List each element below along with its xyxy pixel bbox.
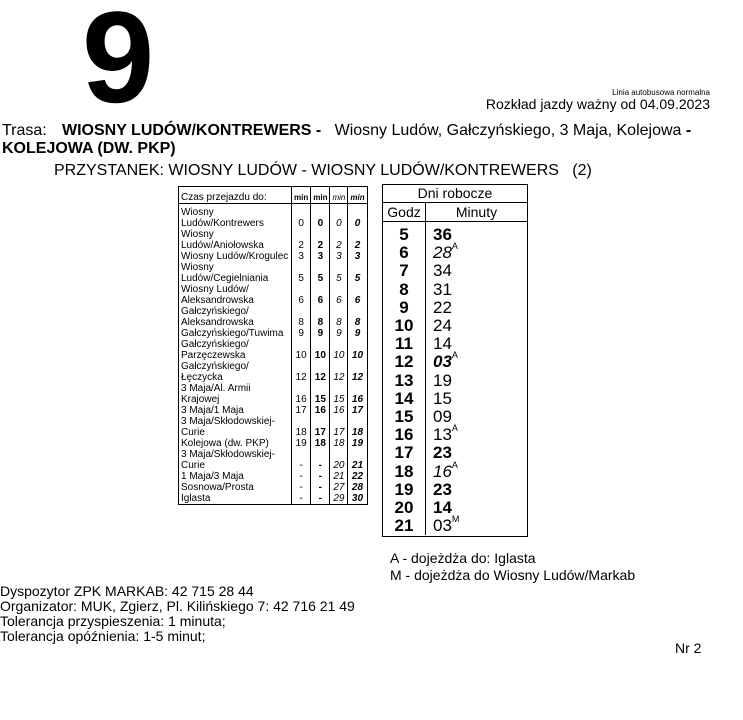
travel-time-value: 6	[348, 284, 367, 306]
travel-time-value: 0	[348, 204, 367, 230]
travel-time-value: 30	[348, 493, 367, 504]
departure-minute	[433, 298, 452, 318]
route-description	[2, 122, 722, 158]
hour-cell: 14	[394, 388, 414, 408]
timetable-title: Dni robocze	[383, 185, 527, 203]
col-label: min	[311, 187, 330, 204]
travel-time-row	[179, 262, 367, 284]
departure-minute	[433, 316, 452, 336]
timetable-row	[383, 516, 527, 534]
travel-time-value: 19	[292, 438, 311, 449]
travel-time-value: 22	[348, 471, 367, 482]
travel-time-row	[179, 449, 367, 471]
timetable-row	[383, 459, 527, 481]
departure-minute	[433, 352, 458, 372]
departure-minute	[433, 443, 452, 463]
timetable-row	[383, 425, 527, 443]
minute-value: 23	[433, 479, 452, 499]
footnote-mark: A	[451, 459, 458, 470]
travel-time-value: 5	[292, 262, 311, 284]
travel-time-value: 9	[348, 328, 367, 339]
travel-stop-name: Gałczyńskiego/Tuwima	[181, 328, 284, 339]
travel-time-value: 0	[292, 204, 311, 230]
stop-number: (2)	[572, 162, 592, 179]
travel-time-row	[179, 416, 367, 438]
route-label: Trasa:	[2, 122, 47, 139]
hour-cell: 18	[394, 461, 414, 481]
hour-cell: 15	[394, 407, 414, 426]
travel-time-value: 28	[348, 482, 367, 493]
travel-time-row	[179, 383, 367, 405]
travel-time-value: 12	[292, 361, 311, 383]
departure-minute	[433, 480, 452, 500]
travel-time-value: 12	[348, 361, 367, 383]
travel-times-header: Czas przejazdu do:	[179, 187, 292, 204]
minute-value: 24	[433, 316, 452, 335]
travel-time-row	[179, 438, 367, 449]
hour-cell: 16	[394, 425, 414, 445]
hour-cell: 8	[399, 279, 409, 299]
travel-time-row	[179, 361, 367, 383]
travel-time-value: 6	[330, 284, 348, 306]
minute-value: 03	[433, 516, 452, 536]
travel-time-value: -	[292, 493, 311, 504]
departure-minute	[433, 243, 458, 263]
timetable-row	[383, 480, 527, 498]
hour-cell: 7	[399, 261, 409, 281]
footnote-mark: A	[451, 350, 458, 361]
travel-time-value: 8	[292, 306, 311, 328]
hour-cell: 5	[399, 225, 409, 244]
travel-time-value: -	[292, 471, 311, 482]
travel-time-value: 2	[311, 229, 330, 251]
travel-time-value: 16	[348, 383, 367, 405]
footnote-mark: A	[451, 423, 458, 434]
hour-cell: 9	[399, 297, 409, 317]
travel-time-row	[179, 328, 367, 339]
travel-stop-name: Wiosny Ludów/Aniołowska	[181, 229, 264, 251]
travel-time-value: 15	[311, 383, 330, 405]
travel-stop-name: Wiosny Ludów/ Aleksandrowska	[181, 284, 254, 306]
travel-time-value: 9	[330, 328, 348, 339]
minute-value: 34	[433, 261, 452, 281]
travel-stop-name: Wiosny Ludów/Krogulec	[181, 251, 289, 262]
travel-time-value: -	[292, 482, 311, 493]
travel-time-value: 20	[330, 449, 348, 471]
travel-time-value: -	[311, 449, 330, 471]
col-label: min	[292, 187, 311, 204]
travel-time-row	[179, 493, 367, 504]
travel-time-value: 9	[311, 328, 330, 339]
minute-value: 15	[433, 388, 452, 408]
departure-minute	[433, 371, 452, 391]
hour-cell: 21	[394, 516, 414, 536]
minute-value: 09	[433, 407, 452, 426]
early-tolerance-line: Tolerancja przyspieszenia: 1 minuta;	[0, 613, 226, 629]
travel-time-row	[179, 229, 367, 251]
travel-time-value: 5	[348, 262, 367, 284]
travel-time-value: 12	[311, 361, 330, 383]
organizer-line: Organizator: MUK, Zgierz, Pl. Kilińskiego 7: 42 716 21 49	[0, 598, 355, 614]
minute-value: 16	[433, 461, 452, 481]
travel-time-value: 3	[348, 251, 367, 262]
departure-minute	[433, 459, 458, 482]
travel-stop-name: 1 Maja/3 Maja	[181, 471, 244, 482]
minute-value: 31	[433, 279, 452, 299]
valid-from-date: Rozkład jazdy ważny od 04.09.2023	[485, 96, 710, 112]
minute-value: 23	[433, 443, 452, 463]
hour-cell: 13	[394, 370, 414, 390]
travel-time-value: 8	[330, 306, 348, 328]
minute-value: 22	[433, 297, 452, 317]
travel-time-value: 17	[292, 405, 311, 416]
departure-minute	[433, 407, 452, 427]
travel-time-value: 8	[311, 306, 330, 328]
travel-time-value: 3	[330, 251, 348, 262]
travel-time-row	[179, 204, 367, 230]
departure-minute	[433, 280, 452, 300]
travel-time-value: 0	[330, 204, 348, 230]
travel-time-value: 15	[330, 383, 348, 405]
travel-time-value: 2	[330, 229, 348, 251]
travel-time-value: 16	[311, 405, 330, 416]
travel-stop-name: Gałczyńskiego/Łęczycka	[181, 361, 249, 383]
minute-value: 03	[433, 352, 452, 372]
travel-time-row	[179, 482, 367, 493]
minute-value: 13	[433, 425, 452, 445]
hour-cell: 10	[394, 316, 414, 335]
travel-time-value: 21	[330, 471, 348, 482]
travel-time-value: 16	[330, 405, 348, 416]
travel-time-value: 8	[348, 306, 367, 328]
timetable-row	[383, 280, 527, 298]
legend	[390, 550, 635, 584]
travel-time-value: 5	[311, 262, 330, 284]
travel-stop-name: Gałczyńskiego/ Aleksandrowska	[181, 306, 254, 328]
travel-time-value: 21	[348, 449, 367, 471]
footnote-mark: A	[451, 241, 458, 252]
hour-cell: 6	[399, 243, 409, 263]
travel-time-value: 18	[348, 416, 367, 438]
travel-time-row	[179, 284, 367, 306]
travel-stop-name: 3 Maja/Al. Armii Krajowej	[181, 383, 251, 405]
minute-value: 28	[433, 243, 452, 263]
timetable-headers	[383, 203, 527, 222]
travel-time-value: 6	[292, 284, 311, 306]
dispatcher-line: Dyspozytor ZPK MARKAB: 42 715 28 44	[0, 583, 254, 599]
hour-cell: 17	[394, 443, 414, 463]
travel-time-value: 18	[330, 438, 348, 449]
minute-value: 14	[433, 334, 452, 354]
hour-cell: 19	[394, 479, 414, 499]
departure-timetable	[382, 184, 528, 537]
timetable-body	[383, 222, 527, 535]
travel-time-value: 3	[292, 251, 311, 262]
travel-time-value: -	[311, 471, 330, 482]
travel-time-value: 17	[348, 405, 367, 416]
minute-header: Minuty	[455, 204, 498, 220]
departure-minute	[433, 498, 452, 518]
legend-item: M - dojeżdża do Wiosny Ludów/Markab	[390, 567, 636, 583]
stop-text: PRZYSTANEK: WIOSNY LUDÓW - WIOSNY LUDÓW/KONTREWERS	[54, 162, 559, 179]
travel-time-row	[179, 306, 367, 328]
page-number: Nr 2	[675, 640, 702, 656]
travel-time-value: -	[311, 482, 330, 493]
hour-cell: 20	[394, 498, 414, 517]
travel-time-value: 17	[330, 416, 348, 438]
departure-minute	[433, 225, 452, 245]
travel-stop-name: Iglasta	[181, 493, 211, 504]
late-tolerance-line: Tolerancja opóźnienia: 1-5 minut;	[0, 628, 206, 644]
departure-minute	[433, 516, 459, 536]
travel-time-value: 3	[311, 251, 330, 262]
timetable-row	[383, 443, 527, 461]
travel-stop-name: Wiosny Ludów/Kontrewers	[181, 207, 264, 229]
legend-item: A - dojeżdża do: Iglasta	[390, 550, 536, 566]
travel-time-value: 6	[311, 284, 330, 306]
departure-minute	[433, 334, 452, 354]
travel-stop-name: 3 Maja/Skłodowskiej-Curie	[181, 416, 275, 438]
travel-time-value: 18	[292, 416, 311, 438]
travel-time-value: 10	[311, 339, 330, 361]
travel-time-value: 2	[348, 229, 367, 251]
departure-minute	[433, 261, 452, 281]
travel-time-row	[179, 405, 367, 416]
timetable-row	[383, 261, 527, 279]
col-label: min	[348, 187, 367, 204]
minute-value: 14	[433, 498, 452, 517]
travel-time-value: 10	[348, 339, 367, 361]
stop-name	[54, 162, 592, 180]
travel-stop-name: 3 Maja/Skłodowskiej-Curie	[181, 449, 275, 471]
timetable-row	[383, 371, 527, 389]
travel-stop-name: Wiosny Ludów/Cegielniania	[181, 262, 269, 284]
travel-time-value: 18	[311, 438, 330, 449]
timetable-row	[383, 243, 527, 261]
travel-time-row	[179, 471, 367, 482]
departure-minute	[433, 389, 452, 409]
departure-minute	[433, 425, 458, 445]
travel-stop-name: Kolejowa (dw. PKP)	[181, 438, 269, 449]
travel-times-table	[178, 186, 368, 505]
minute-value: 36	[433, 225, 452, 244]
travel-time-value: 0	[311, 204, 330, 230]
contact-info	[0, 584, 355, 644]
hour-cell: 12	[394, 352, 414, 372]
route-start: WIOSNY LUDÓW/KONTREWERS -	[62, 122, 322, 139]
travel-time-value: 9	[292, 328, 311, 339]
travel-time-value: 27	[330, 482, 348, 493]
travel-time-value: 5	[330, 262, 348, 284]
travel-stop-name: Gałczyńskiego/ Parzęczewska	[181, 339, 249, 361]
timetable-row	[383, 298, 527, 316]
travel-time-value: 17	[311, 416, 330, 438]
travel-time-value: 29	[330, 493, 348, 504]
line-number: 9	[82, 0, 155, 130]
travel-time-value: 12	[330, 361, 348, 383]
timetable-row	[383, 389, 527, 407]
travel-time-value: -	[292, 449, 311, 471]
travel-time-value: 19	[348, 438, 367, 449]
travel-time-value: -	[311, 493, 330, 504]
hour-cell: 11	[395, 334, 413, 354]
travel-stop-name: 3 Maja/1 Maja	[181, 405, 244, 416]
footnote-mark: M	[451, 514, 460, 525]
travel-time-row	[179, 339, 367, 361]
travel-time-value: 10	[292, 339, 311, 361]
travel-time-value: 16	[292, 383, 311, 405]
col-label: min	[330, 187, 348, 204]
route-via: Wiosny Ludów, Gałczyńskiego, 3 Maja, Kolejowa	[334, 122, 682, 139]
timetable-row	[383, 352, 527, 370]
timetable-row	[383, 316, 527, 334]
travel-time-value: 2	[292, 229, 311, 251]
line-type-label: Linia autobusowa normalna	[612, 88, 710, 97]
minute-value: 19	[433, 370, 452, 390]
travel-time-row	[179, 251, 367, 262]
travel-time-value: 10	[330, 339, 348, 361]
travel-stop-name: Sosnowa/Prosta	[181, 482, 254, 493]
hour-header: Godz	[383, 203, 426, 221]
route-end: - KOLEJOWA (DW. PKP)	[2, 122, 692, 157]
